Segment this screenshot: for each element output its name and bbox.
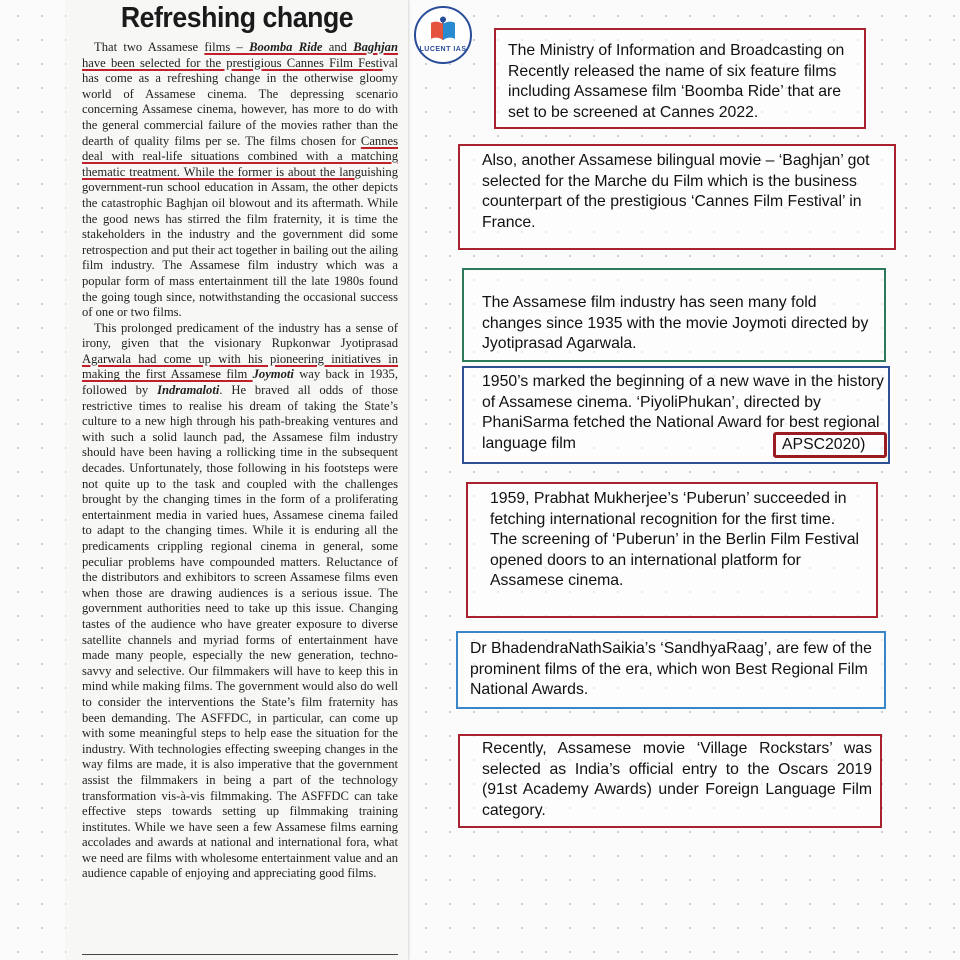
note-text: Also, another Assamese bilingual movie – ‘Baghjan’ got selected for the Marche du Film which is the business counterpart of the prestigious ‘Cannes Film Festival’ in France. bbox=[482, 152, 870, 231]
apsc-tag: APSC2020) bbox=[773, 432, 887, 458]
clip-text: This prolonged predicament of the industry has a sense of irony, given that the visionary Rupkonwar Jyotiprasad bbox=[82, 320, 398, 351]
film-title: Baghjan bbox=[353, 40, 398, 54]
clipping-paragraph-2 bbox=[82, 321, 398, 882]
note-text: 1959, Prabhat Mukherjee’s ‘Puberun’ succeeded in fetching international recognition for the first time. The screening of ‘Puberun’ in the Berlin Film Festival opened doors to an international platform for Assamese cinema. bbox=[490, 490, 860, 589]
note-text: The Assamese film industry has seen many fold changes since 1935 with the movie Joymoti directed by Jyotiprasad Agarwala. bbox=[482, 294, 869, 352]
clip-text: That two Assamese bbox=[94, 40, 205, 54]
lucent-ias-logo bbox=[414, 6, 472, 64]
clipping-title: Refreshing change bbox=[120, 2, 354, 34]
note-text: 1950’s marked the beginning of a new wave in the history of Assamese cinema. ‘PiyoliPhukan’, directed by PhaniSarma fetched the National Award for best regional language film bbox=[482, 373, 884, 452]
clip-text: way back in 1935, followed by bbox=[82, 367, 398, 398]
clipping-body bbox=[82, 40, 398, 882]
film-title: Boomba Ride bbox=[249, 40, 323, 54]
clip-text: guishing government-run school education in Assam, the other depicts the catastrophic Baghjan oil blowout and its aftermath. While the good news has stirred the film fraternity, it is time the stakeholders in the industry and the government did some retrospection and put their act together in bailing out the ailing film industry. The Assamese film industry which was a popular form of mass entertainment till the late 1980s found the going tough since, notwithstanding the occasional success of one or two films. bbox=[82, 164, 398, 320]
film-title: Joymoti bbox=[252, 367, 294, 382]
note-box-2 bbox=[458, 144, 896, 250]
note-box-5 bbox=[466, 482, 878, 618]
clip-text: films – bbox=[204, 40, 250, 54]
note-text: Recently, Assamese movie ‘Village Rockstars’ was selected as India’s official entry to the Oscars 2019 (91st Academy Awards) under Foreign Language Film category. bbox=[482, 740, 872, 819]
clip-text: have been selected for the prestigious Cannes Film Festi bbox=[82, 55, 383, 70]
clip-text: val has come as a refreshing change in the otherwise gloomy world of Assamese cinema. The depressing scenario concerning Assamese cinema, however, has more to do with the general commercial failure of the movies rather than the dearth of quality films per se. The films chosen for bbox=[82, 55, 398, 148]
note-box-6 bbox=[456, 631, 886, 709]
newspaper-clipping bbox=[66, 0, 408, 960]
note-text: Dr BhadendraNathSaikia’s ‘SandhyaRaag’, are few of the prominent films of the era, which won Best Regional Film National Awards. bbox=[470, 640, 872, 698]
divider bbox=[82, 954, 398, 955]
clipping-paragraph-1 bbox=[82, 40, 398, 321]
clip-text: . He braved all odds of those restrictive times to realise his dream of taking the State’s culture to a new high through his path-breaking ventures and with such a solid launch pad, the Assamese film industry should have been having a rollicking time in the subsequent decades. Unfortunately, those following in his footsteps were not quite up to the task and coupled with the challenges brought by the changing times in the form of a proliferating entertainment media in varied hues, Assamese cinema failed to adapt to the changing times. While it is enduring all the predicaments crippling regional cinema in general, some peculiar problems have compounded matters. Reluctance of the distributors and exhibitors to screen Assamese films even when those are drawing audiences is a serious issue. The government authorities need to take up this issue. Changing tastes of the audience who have greater exposure to diverse satellite channels and myriad forms of entertainment have made many people, especially the new generation, techno-savvy and selective. Our filmmakers will have to keep this in mind while making films. The government would also do well to consider the interventions the State’s film fraternity has been demanding. The ASFFDC, in particular, can come up with some meaningful steps to help ease the situation for the industry. With technologies effecting sweeping changes in the way films are made, it is also imperative that the government assist the filmmakers in being a part of the technology transformation vis-à-vis filmmaking. The ASFFDC can take effective steps towards setting up filmmaking training institutes. While we have seen a few Assamese films earning accolades and awards at national and international fora, what we need are films with wholesome entertainment value and an audience capable of enjoying and appreciating good films. bbox=[82, 383, 398, 881]
film-title: Indramaloti bbox=[157, 383, 220, 398]
note-text: The Ministry of Information and Broadcasting on Recently released the name of six feature films including Assamese film ‘Boomba Ride’ that are set to be screened at Cannes 2022. bbox=[508, 42, 845, 121]
clip-underlined: Cannes deal with real-life situations combined with a matching thematic treatment. While the former is about the lan bbox=[82, 133, 398, 179]
clip-underlined: Agarwala had come up with his pioneering initiatives in making the first Assamese film bbox=[82, 351, 398, 382]
note-box-7 bbox=[458, 734, 882, 828]
clip-text: and bbox=[322, 40, 354, 54]
note-box-1 bbox=[494, 28, 866, 129]
logo-text: LUCENT IAS bbox=[419, 46, 467, 53]
note-box-3 bbox=[462, 268, 886, 362]
book-icon bbox=[429, 16, 457, 42]
